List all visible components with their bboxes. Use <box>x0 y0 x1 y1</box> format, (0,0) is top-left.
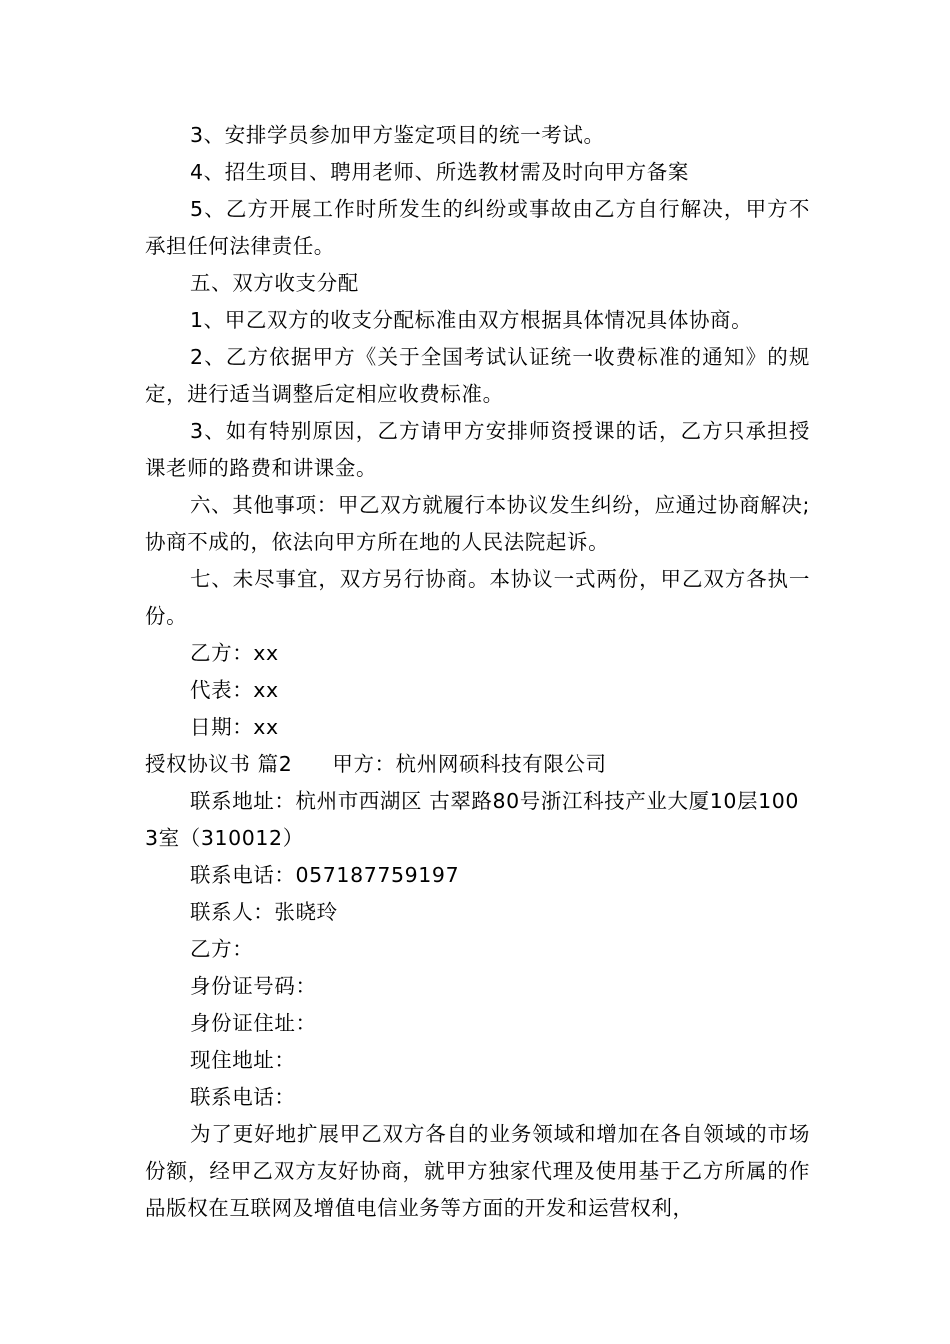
clause-1-revenue-split: 1、甲乙双方的收支分配标准由双方根据具体情况具体协商。 <box>190 308 753 332</box>
agreement-2-title: 授权协议书 篇2 <box>145 752 293 776</box>
party-a-address: 联系地址：杭州市西湖区 古翠路80号浙江科技产业大厦10层1003室（310012） <box>145 789 800 850</box>
party-b-current-address: 现住地址： <box>190 1048 296 1072</box>
clause-4-filing: 4、招生项目、聘用老师、所选教材需及时向甲方备案 <box>190 160 689 184</box>
signature-date: 日期：xx <box>190 715 279 739</box>
party-a-name: 甲方：杭州网硕科技有限公司 <box>332 752 607 776</box>
clause-5-disputes: 5、乙方开展工作时所发生的纠纷或事故由乙方自行解决，甲方不承担任何法律责任。 <box>145 197 810 258</box>
document-body <box>145 117 810 1227</box>
party-b-id-number: 身份证号码： <box>190 974 317 998</box>
party-b-label: 乙方： <box>190 937 254 961</box>
section-6-other-matters: 六、其他事项：甲乙双方就履行本协议发生纠纷，应通过协商解决;协商不成的，依法向甲方所在地的人民法院起诉。 <box>145 493 810 554</box>
party-b-id-address: 身份证住址： <box>190 1011 317 1035</box>
signature-party-b: 乙方：xx <box>190 641 279 665</box>
clause-3-special-reasons: 3、如有特别原因，乙方请甲方安排师资授课的话，乙方只承担授课老师的路费和讲课金。 <box>145 419 810 480</box>
section-7-unresolved-matters: 七、未尽事宜，双方另行协商。本协议一式两份，甲乙双方各执一份。 <box>145 567 810 628</box>
clause-3-exam: 3、安排学员参加甲方鉴定项目的统一考试。 <box>190 123 605 147</box>
section-5-heading: 五、双方收支分配 <box>190 271 359 295</box>
party-a-phone: 联系电话：057187759197 <box>190 863 460 887</box>
clause-2-fee-standard: 2、乙方依据甲方《关于全国考试认证统一收费标准的通知》的规定，进行适当调整后定相应收费标准。 <box>145 345 810 406</box>
party-a-contact: 联系人：张晓玲 <box>190 900 338 924</box>
signature-representative: 代表：xx <box>190 678 279 702</box>
agreement-2-title-line <box>145 746 810 783</box>
agreement-preamble: 为了更好地扩展甲乙双方各自的业务领域和增加在各自领域的市场份额，经甲乙双方友好协商，就甲方独家代理及使用基于乙方所属的作品版权在互联网及增值电信业务等方面的开发和运营权利， <box>145 1122 810 1220</box>
party-b-phone: 联系电话： <box>190 1085 296 1109</box>
